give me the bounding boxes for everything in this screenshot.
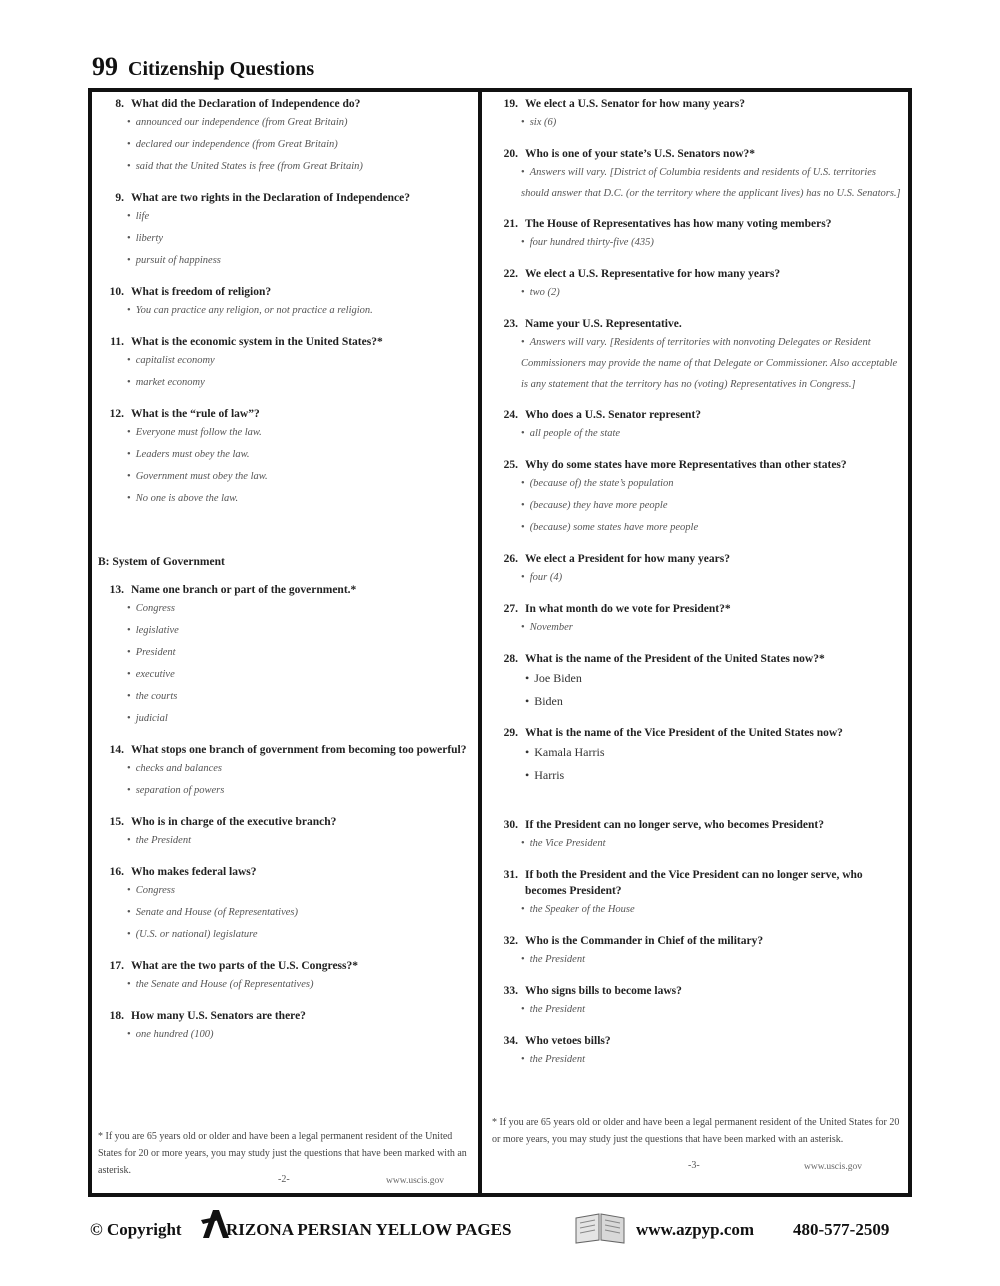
answer-item — [492, 423, 904, 445]
question-text: Name your U.S. Representative. — [525, 318, 682, 330]
website-link[interactable]: www.azpyp.com — [636, 1220, 755, 1239]
question-number: 24. — [503, 409, 518, 421]
answer-text: pursuit of happiness — [135, 255, 221, 266]
question-number: 29. — [503, 727, 518, 739]
question-item — [492, 983, 904, 1021]
bullet-icon: • — [127, 907, 131, 918]
answer-item — [492, 690, 904, 713]
bullet-icon: • — [521, 237, 525, 248]
question-text: What is freedom of religion? — [131, 286, 272, 298]
answer-item — [98, 880, 472, 902]
answer-text: checks and balances — [135, 763, 222, 774]
answer-text: four hundred thirty-five (435) — [529, 237, 654, 248]
answer-item — [492, 949, 904, 971]
bullet-icon: • — [521, 838, 525, 849]
bullet-icon: • — [521, 1054, 525, 1065]
question-number: 20. — [503, 148, 518, 160]
bullet-icon: • — [127, 1029, 131, 1040]
bullet-icon: • — [127, 355, 131, 366]
answer-item — [492, 833, 904, 855]
bullet-icon: • — [521, 167, 525, 178]
answer-text: President — [135, 647, 176, 658]
bullet-icon: • — [521, 478, 525, 489]
answer-item — [98, 708, 472, 730]
question-title — [492, 146, 904, 162]
page-title: Citizenship Questions — [128, 58, 315, 80]
answer-text: Leaders must obey the law. — [135, 449, 250, 460]
question-title — [492, 983, 904, 999]
question-number: 13. — [109, 584, 124, 596]
question-item — [492, 601, 904, 639]
left-url: www.uscis.gov — [386, 1176, 444, 1186]
answer-text: (because) they have more people — [529, 500, 668, 511]
question-number: 27. — [503, 603, 518, 615]
bullet-icon: • — [127, 979, 131, 990]
answer-text: capitalist economy — [135, 355, 215, 366]
column-divider — [478, 88, 482, 1197]
question-item — [98, 582, 472, 730]
question-item — [492, 933, 904, 971]
question-item — [98, 406, 472, 510]
open-book-icon — [572, 1210, 628, 1249]
answer-item — [98, 924, 472, 946]
question-number: 26. — [503, 553, 518, 565]
question-title — [98, 406, 472, 422]
bullet-icon: • — [521, 1004, 525, 1015]
question-title — [98, 814, 472, 830]
answer-text: (U.S. or national) legislature — [135, 929, 258, 940]
answer-item — [98, 664, 472, 686]
question-text: Who vetoes bills? — [525, 1035, 611, 1047]
answer-item — [98, 780, 472, 802]
copyright-text: © Copyright — [90, 1220, 182, 1239]
question-text: If both the President and the Vice President can no longer serve, who becomes President? — [525, 869, 863, 897]
question-text: What is the name of the President of the United States now?* — [525, 653, 825, 665]
bullet-icon: • — [127, 139, 131, 150]
answer-item — [98, 1024, 472, 1046]
answer-item — [98, 830, 472, 852]
question-text: We elect a U.S. Senator for how many years? — [525, 98, 745, 110]
bullet-icon: • — [127, 211, 131, 222]
bullet-icon: • — [127, 427, 131, 438]
question-title — [492, 725, 904, 741]
bullet-icon: • — [127, 885, 131, 896]
question-item — [492, 407, 904, 445]
answer-item — [98, 350, 472, 372]
answer-item — [98, 206, 472, 228]
question-number: 8. — [115, 98, 124, 110]
question-item — [492, 457, 904, 539]
question-title — [492, 216, 904, 232]
question-title — [492, 817, 904, 833]
question-title — [98, 582, 472, 598]
question-number: 11. — [110, 336, 124, 348]
question-item — [98, 814, 472, 852]
bullet-icon: • — [521, 622, 525, 633]
question-text: Who does a U.S. Senator represent? — [525, 409, 702, 421]
section-title: B: System of Government — [98, 556, 225, 568]
answer-item — [492, 517, 904, 539]
question-text: What did the Declaration of Independence do? — [131, 98, 361, 110]
answer-item — [492, 899, 904, 921]
question-title — [98, 284, 472, 300]
question-title — [98, 864, 472, 880]
bullet-icon: • — [521, 954, 525, 965]
question-text: How many U.S. Senators are there? — [131, 1010, 306, 1022]
question-number: 17. — [109, 960, 124, 972]
bullet-icon: • — [521, 904, 525, 915]
question-title — [492, 651, 904, 667]
question-item — [492, 817, 904, 855]
question-title — [492, 96, 904, 112]
answer-item — [492, 567, 904, 589]
question-item — [492, 146, 904, 204]
right-column — [492, 96, 904, 1186]
question-text: If the President can no longer serve, who becomes President? — [525, 819, 824, 831]
question-title — [492, 867, 904, 899]
question-item — [98, 742, 472, 802]
bullet-icon: • — [127, 763, 131, 774]
answer-text: executive — [135, 669, 175, 680]
answer-item — [492, 667, 904, 690]
question-title — [492, 601, 904, 617]
answer-item — [98, 488, 472, 510]
answer-text: Biden — [534, 694, 563, 708]
answer-item — [98, 642, 472, 664]
question-title — [98, 96, 472, 112]
bullet-icon: • — [127, 691, 131, 702]
bullet-icon: • — [127, 233, 131, 244]
answer-text: Government must obey the law. — [135, 471, 268, 482]
right-url: www.uscis.gov — [804, 1162, 862, 1172]
bullet-icon: • — [127, 471, 131, 482]
answer-item — [98, 228, 472, 250]
answer-text: all people of the state — [529, 428, 621, 439]
answer-text: separation of powers — [135, 785, 225, 796]
bullet-icon: • — [521, 287, 525, 298]
question-text: Who signs bills to become laws? — [525, 985, 682, 997]
bullet-icon: • — [127, 449, 131, 460]
question-item — [98, 190, 472, 272]
bullet-icon: • — [521, 117, 525, 128]
question-text: What stops one branch of government from becoming too powerful? — [131, 744, 467, 756]
question-item — [98, 334, 472, 394]
answer-item — [98, 974, 472, 996]
answer-text: Answers will vary. [District of Columbia residents and residents of U.S. territories should answer that D.C. (or the territory where the applicant lives) has no U.S. Senators.] — [521, 167, 901, 199]
answer-item — [98, 444, 472, 466]
left-column — [98, 96, 472, 1186]
answer-item — [492, 282, 904, 304]
answer-item — [98, 598, 472, 620]
answer-text: the Senate and House (of Representatives) — [135, 979, 314, 990]
question-title — [492, 316, 904, 332]
question-number: 16. — [109, 866, 124, 878]
answer-text: November — [529, 622, 573, 633]
answer-text: Congress — [135, 885, 175, 896]
answer-item — [98, 112, 472, 134]
question-item — [492, 1033, 904, 1071]
answer-text: the President — [529, 954, 585, 965]
bullet-icon: • — [127, 117, 131, 128]
question-item — [492, 651, 904, 713]
question-number: 21. — [503, 218, 518, 230]
question-number: 33. — [503, 985, 518, 997]
answer-item — [492, 473, 904, 495]
bullet-icon: • — [521, 337, 525, 348]
question-text: What are the two parts of the U.S. Congress?* — [131, 960, 359, 972]
bullet-icon: • — [521, 500, 525, 511]
answer-text: said that the United States is free (from Great Britain) — [135, 161, 363, 172]
answer-item — [98, 156, 472, 178]
answer-text: the Speaker of the House — [529, 904, 635, 915]
bullet-icon: • — [127, 255, 131, 266]
bullet-icon: • — [127, 603, 131, 614]
question-text: Who is one of your state’s U.S. Senators now?* — [525, 148, 756, 160]
answer-text: the President — [529, 1054, 585, 1065]
answer-item — [492, 999, 904, 1021]
question-title — [98, 742, 472, 758]
question-text: What is the economic system in the United States?* — [131, 336, 383, 348]
answer-text: You can practice any religion, or not practice a religion. — [135, 305, 373, 316]
left-page-label: -2- — [278, 1174, 290, 1185]
question-title — [98, 334, 472, 350]
answer-item — [98, 620, 472, 642]
question-item — [98, 1008, 472, 1046]
question-title — [492, 457, 904, 473]
question-text: We elect a President for how many years? — [525, 553, 730, 565]
answer-item — [98, 250, 472, 272]
answer-text: market economy — [135, 377, 205, 388]
bullet-icon: • — [521, 572, 525, 583]
bullet-icon: • — [127, 161, 131, 172]
question-text: What are two rights in the Declaration of Independence? — [131, 192, 410, 204]
question-text: Why do some states have more Representatives than other states? — [525, 459, 847, 471]
answer-item — [98, 300, 472, 322]
question-text: Who is the Commander in Chief of the military? — [525, 935, 764, 947]
bullet-icon: • — [525, 745, 530, 759]
bullet-icon: • — [127, 835, 131, 846]
question-text: In what month do we vote for President?* — [525, 603, 731, 615]
question-number: 15. — [109, 816, 124, 828]
question-number: 28. — [503, 653, 518, 665]
question-number: 14. — [109, 744, 124, 756]
answer-text: life — [135, 211, 150, 222]
answer-item — [492, 112, 904, 134]
answer-item — [492, 617, 904, 639]
question-number: 12. — [109, 408, 124, 420]
answer-item — [492, 332, 904, 395]
answer-item — [492, 741, 904, 764]
bullet-icon: • — [127, 669, 131, 680]
answer-text: the courts — [135, 691, 178, 702]
answer-text: two (2) — [529, 287, 560, 298]
answer-text: No one is above the law. — [135, 493, 239, 504]
answer-text: declared our independence (from Great Britain) — [135, 139, 338, 150]
page-footer — [90, 1208, 910, 1248]
question-item — [98, 284, 472, 322]
answer-text: the President — [529, 1004, 585, 1015]
question-title — [492, 407, 904, 423]
question-title — [492, 551, 904, 567]
answer-item — [98, 902, 472, 924]
question-item — [492, 867, 904, 921]
question-text: Name one branch or part of the government.* — [131, 584, 357, 596]
question-text: What is the “rule of law”? — [131, 408, 260, 420]
right-page-label: -3- — [688, 1160, 700, 1171]
answer-item — [492, 162, 904, 204]
question-number: 9. — [115, 192, 124, 204]
bullet-icon: • — [127, 305, 131, 316]
answer-text: the President — [135, 835, 191, 846]
answer-text: Harris — [534, 768, 565, 782]
question-item — [492, 96, 904, 134]
bullet-icon: • — [525, 671, 530, 685]
answer-text: liberty — [135, 233, 164, 244]
question-number: 31. — [503, 869, 518, 881]
question-number: 22. — [503, 268, 518, 280]
answer-item — [492, 1049, 904, 1071]
answer-item — [98, 422, 472, 444]
bullet-icon: • — [525, 768, 530, 782]
question-title — [492, 933, 904, 949]
question-text: Who is in charge of the executive branch? — [131, 816, 337, 828]
question-title — [98, 958, 472, 974]
question-number: 23. — [503, 318, 518, 330]
bullet-icon: • — [525, 694, 530, 708]
bullet-icon: • — [127, 713, 131, 724]
answer-item — [492, 764, 904, 787]
answer-text: Answers will vary. [Residents of territories with nonvoting Delegates or Resident Commissioners may provide the name of that Delegate or Commissioner. Also acceptable is any statement that the territory has no (voting) Representatives in Congress.] — [521, 337, 898, 390]
question-item — [492, 725, 904, 787]
answer-text: legislative — [135, 625, 179, 636]
question-item — [492, 216, 904, 254]
answer-text: Congress — [135, 603, 175, 614]
right-footnote: * If you are 65 years old or older and have been a legal permanent resident of the United States for 20 or more years, you may study just the questions that have been marked with an asterisk. — [492, 1117, 900, 1145]
bullet-icon: • — [521, 428, 525, 439]
question-text: We elect a U.S. Representative for how many years? — [525, 268, 781, 280]
question-number: 34. — [503, 1035, 518, 1047]
question-item — [98, 958, 472, 996]
question-title — [98, 1008, 472, 1024]
question-item — [492, 266, 904, 304]
question-item — [98, 96, 472, 178]
question-text: Who makes federal laws? — [131, 866, 257, 878]
answer-text: Joe Biden — [534, 671, 582, 685]
answer-text: one hundred (100) — [135, 1029, 214, 1040]
page-header — [92, 52, 314, 82]
answer-item — [98, 758, 472, 780]
question-number: 10. — [109, 286, 124, 298]
question-title — [98, 190, 472, 206]
page-number: 99 — [92, 52, 118, 81]
answer-text: Everyone must follow the law. — [135, 427, 262, 438]
answer-item — [98, 466, 472, 488]
answer-item — [98, 372, 472, 394]
brand-name: RIZONA PERSIAN YELLOW PAGES — [226, 1220, 512, 1239]
question-text: What is the name of the Vice President of the United States now? — [525, 727, 843, 739]
answer-text: the Vice President — [529, 838, 606, 849]
question-title — [492, 266, 904, 282]
question-number: 19. — [503, 98, 518, 110]
question-title — [492, 1033, 904, 1049]
left-footnote: * If you are 65 years old or older and have been a legal permanent resident of the United States for 20 or more years, you may study just the questions that have been marked with an asterisk. — [98, 1131, 467, 1176]
bullet-icon: • — [127, 785, 131, 796]
answer-text: Kamala Harris — [534, 745, 605, 759]
bullet-icon: • — [127, 929, 131, 940]
answer-item — [492, 232, 904, 254]
question-number: 18. — [109, 1010, 124, 1022]
answer-text: (because) some states have more people — [529, 522, 699, 533]
bullet-icon: • — [127, 493, 131, 504]
question-number: 30. — [503, 819, 518, 831]
answer-text: four (4) — [529, 572, 563, 583]
bullet-icon: • — [127, 377, 131, 388]
question-number: 32. — [503, 935, 518, 947]
bullet-icon: • — [521, 522, 525, 533]
question-number: 25. — [503, 459, 518, 471]
answer-item — [492, 495, 904, 517]
bullet-icon: • — [127, 625, 131, 636]
phone-number: 480-577-2509 — [793, 1220, 890, 1239]
bullet-icon: • — [127, 647, 131, 658]
answer-text: judicial — [135, 713, 168, 724]
question-item — [98, 864, 472, 946]
answer-item — [98, 134, 472, 156]
answer-text: (because of) the state’s population — [529, 478, 674, 489]
answer-text: Senate and House (of Representatives) — [135, 907, 299, 918]
answer-item — [98, 686, 472, 708]
question-text: The House of Representatives has how many voting members? — [525, 218, 832, 230]
question-item — [492, 551, 904, 589]
answer-text: six (6) — [529, 117, 557, 128]
answer-text: announced our independence (from Great Britain) — [135, 117, 348, 128]
question-item — [492, 316, 904, 395]
